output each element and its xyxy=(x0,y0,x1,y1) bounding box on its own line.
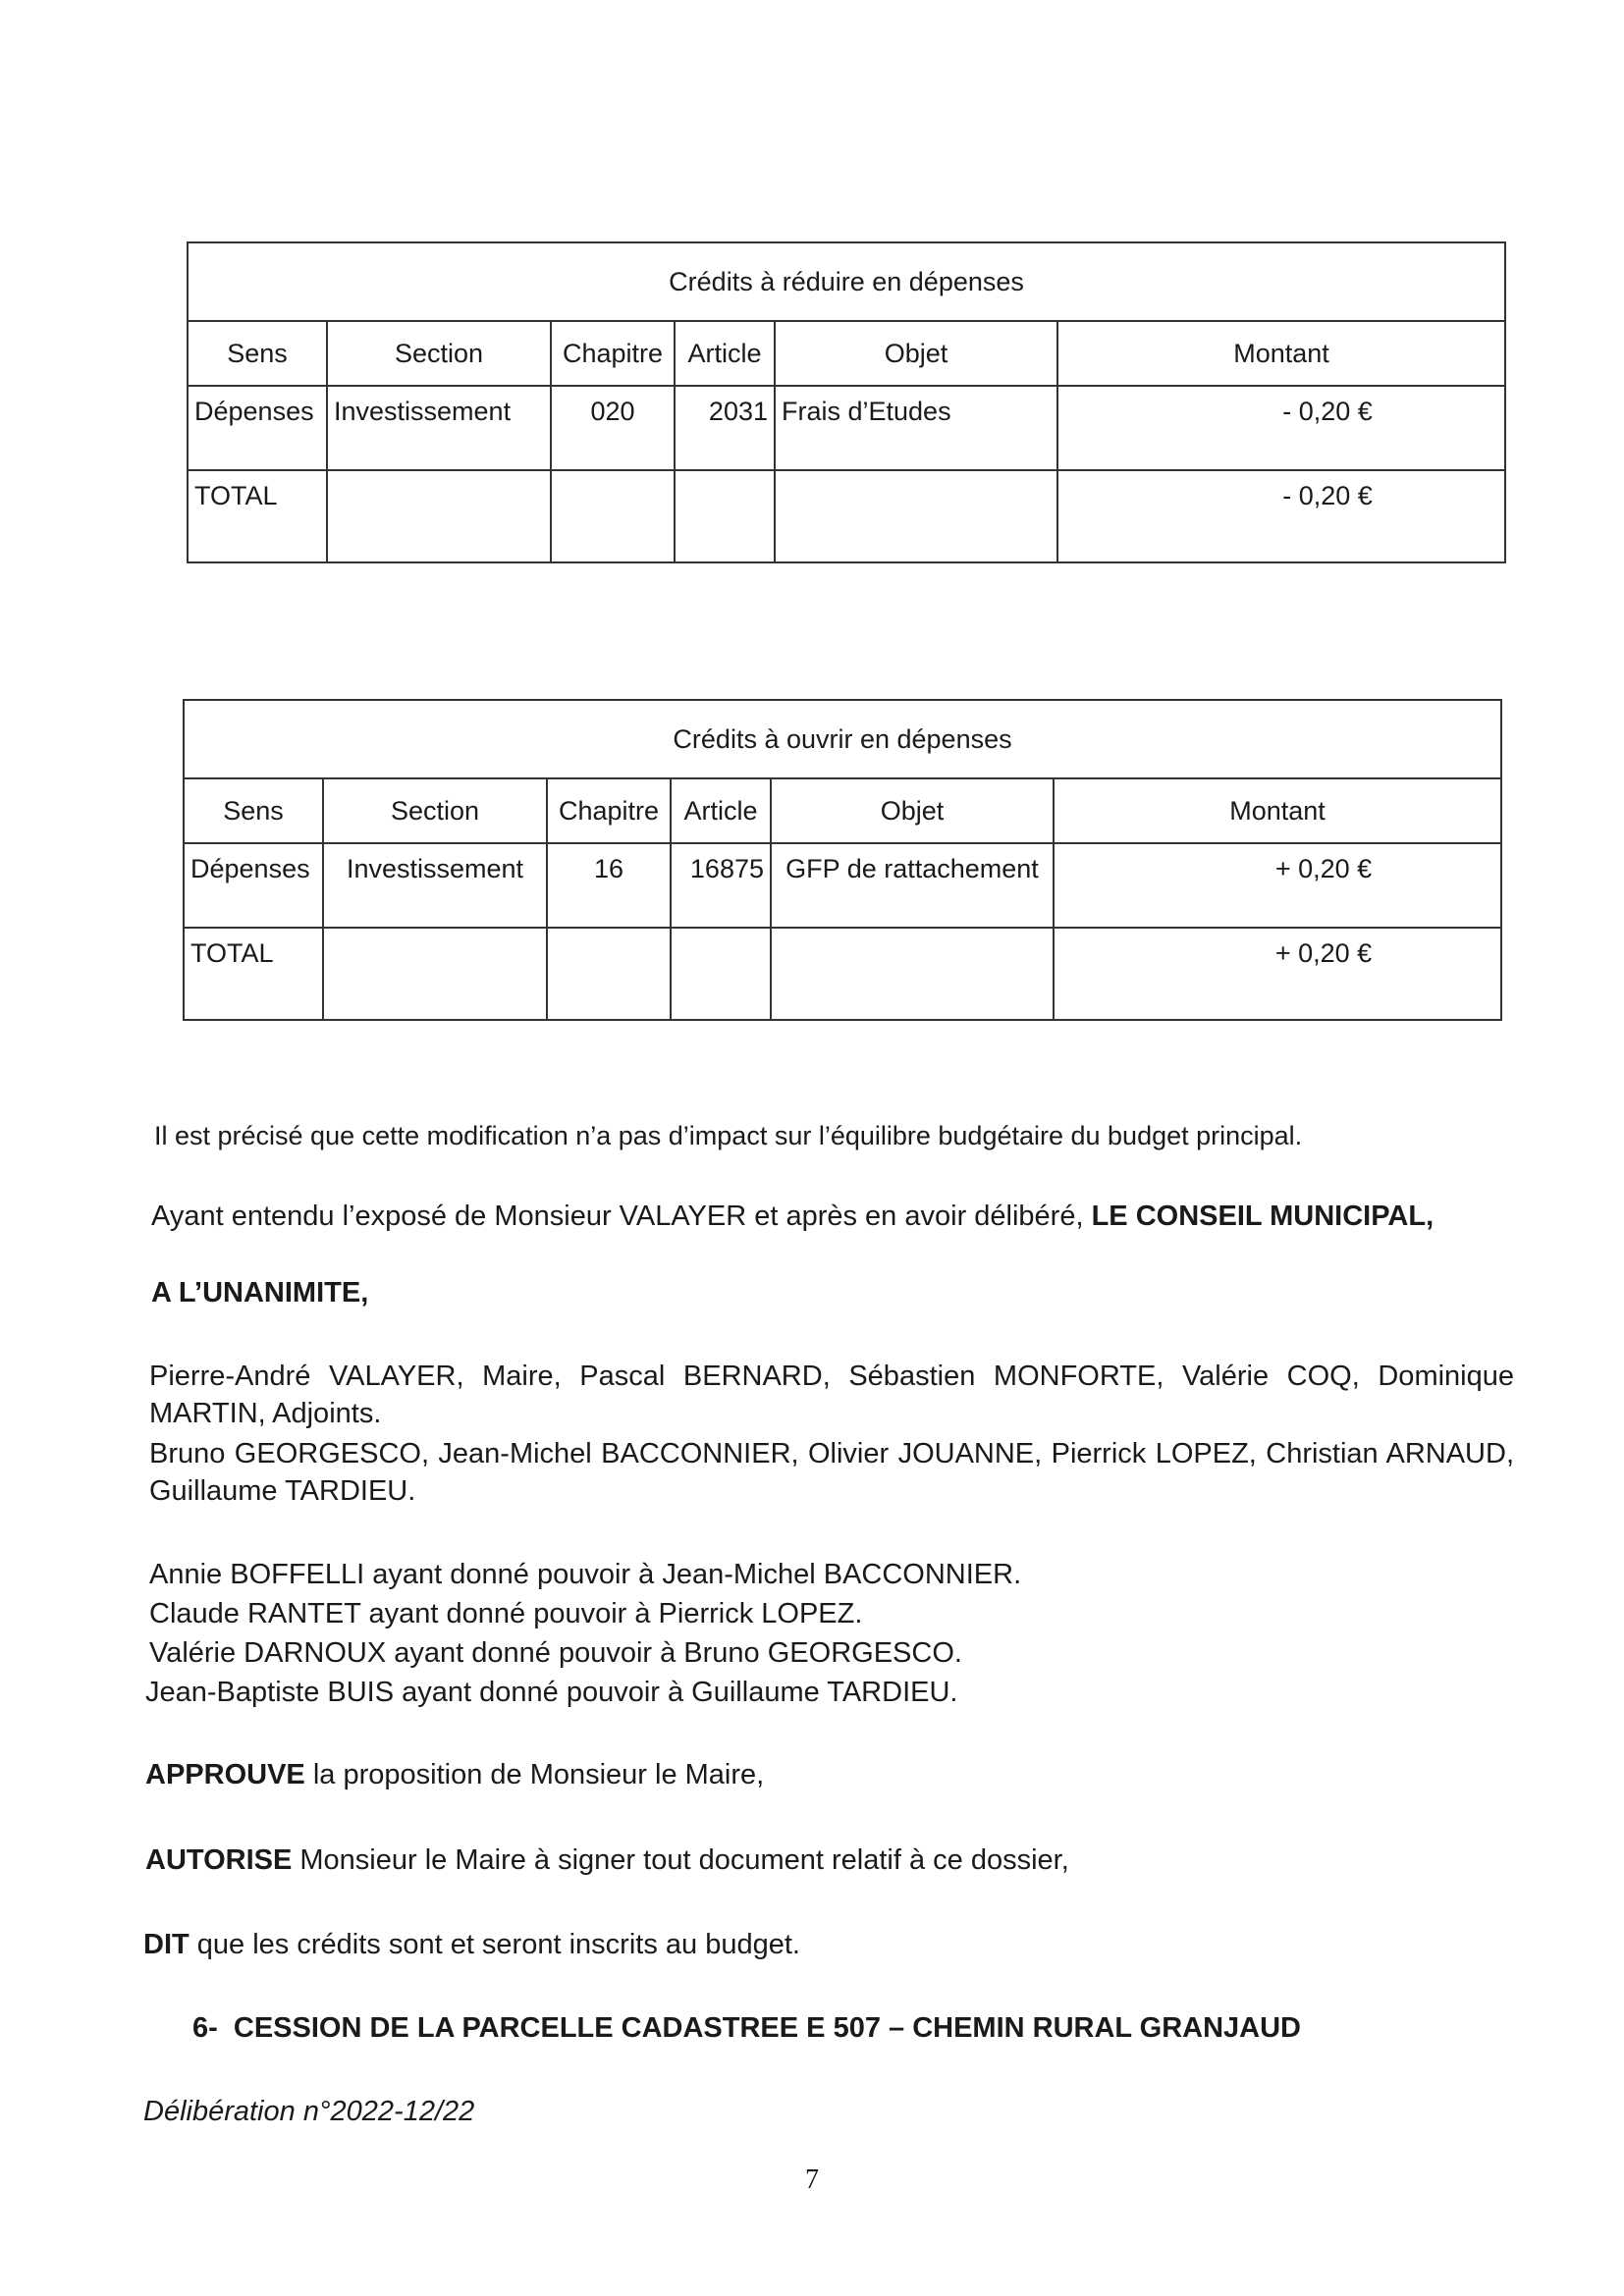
approve-keyword: APPROUVE xyxy=(145,1759,305,1790)
header-sens: Sens xyxy=(184,778,323,843)
table-total-row xyxy=(188,470,1505,562)
header-article: Article xyxy=(671,778,771,843)
table-row xyxy=(184,843,1501,928)
cell-total-amount: - 0,20 € xyxy=(1057,470,1505,562)
header-section: Section xyxy=(327,321,551,386)
cell-total-label: TOTAL xyxy=(184,928,323,1020)
proxy-line: Claude RANTET ayant donné pouvoir à Pierrick LOPEZ. xyxy=(149,1598,863,1629)
header-article: Article xyxy=(675,321,775,386)
header-montant: Montant xyxy=(1054,778,1501,843)
cell-sens: Dépenses xyxy=(184,843,323,928)
cell-empty xyxy=(323,928,547,1020)
table-header-row xyxy=(188,321,1505,386)
cell-article: 2031 xyxy=(675,386,775,470)
cell-chapitre: 16 xyxy=(547,843,671,928)
cell-empty xyxy=(327,470,551,562)
says-text: que les crédits sont et seront inscrits au budget. xyxy=(189,1929,800,1960)
cell-objet: GFP de rattachement xyxy=(771,843,1054,928)
table-caption: Crédits à réduire en dépenses xyxy=(188,242,1505,321)
members-line-1b: MARTIN, Adjoints. xyxy=(149,1398,382,1429)
members-line-1a: Pierre-André VALAYER, Maire, Pascal BERNARD, Sébastien MONFORTE, Valérie COQ, Dominique xyxy=(149,1361,1514,1392)
header-chapitre: Chapitre xyxy=(547,778,671,843)
header-objet: Objet xyxy=(775,321,1057,386)
cell-chapitre: 020 xyxy=(551,386,675,470)
table-total-row xyxy=(184,928,1501,1020)
cell-article: 16875 xyxy=(671,843,771,928)
header-section: Section xyxy=(323,778,547,843)
approve-text: la proposition de Monsieur le Maire, xyxy=(304,1759,765,1790)
cell-total-label: TOTAL xyxy=(188,470,327,562)
table-caption: Crédits à ouvrir en dépenses xyxy=(184,700,1501,778)
credits-to-reduce-table xyxy=(187,241,1506,563)
members-line-2b: Guillaume TARDIEU. xyxy=(149,1475,416,1507)
cell-empty xyxy=(771,928,1054,1020)
cell-empty xyxy=(547,928,671,1020)
authorize-text: Monsieur le Maire à signer tout document relatif à ce dossier, xyxy=(292,1844,1069,1876)
cell-montant: - 0,20 € xyxy=(1057,386,1505,470)
header-sens: Sens xyxy=(188,321,327,386)
header-objet: Objet xyxy=(771,778,1054,843)
approve-paragraph xyxy=(145,1756,764,1793)
credits-to-open-table xyxy=(183,699,1502,1021)
cell-section: Investissement xyxy=(327,386,551,470)
deliberation-number: Délibération n°2022-12/22 xyxy=(143,2096,475,2127)
authorize-keyword: AUTORISE xyxy=(145,1844,293,1876)
cell-empty xyxy=(775,470,1057,562)
cell-empty xyxy=(551,470,675,562)
table-row xyxy=(188,386,1505,470)
header-chapitre: Chapitre xyxy=(551,321,675,386)
budget-note: Il est précisé que cette modification n’a pas d’impact sur l’équilibre budgétaire du budget principal. xyxy=(154,1121,1303,1150)
cell-empty xyxy=(675,470,775,562)
authorize-paragraph xyxy=(145,1842,1069,1879)
says-keyword: DIT xyxy=(143,1929,189,1960)
proxy-line: Jean-Baptiste BUIS ayant donné pouvoir à Guillaume TARDIEU. xyxy=(145,1677,958,1708)
page-number: 7 xyxy=(805,2164,819,2195)
table-header-row xyxy=(184,778,1501,843)
cell-total-amount: + 0,20 € xyxy=(1054,928,1501,1020)
members-line-2a: Bruno GEORGESCO, Jean-Michel BACCONNIER, Olivier JOUANNE, Pierrick LOPEZ, Christian ARNAUD, xyxy=(149,1438,1514,1469)
says-paragraph xyxy=(143,1926,800,1963)
intro-text: Ayant entendu l’exposé de Monsieur VALAYER et après en avoir délibéré, xyxy=(151,1201,1084,1232)
cell-sens: Dépenses xyxy=(188,386,327,470)
unanimity-label: A L’UNANIMITE, xyxy=(151,1277,369,1308)
header-montant: Montant xyxy=(1057,321,1505,386)
council-label: LE CONSEIL MUNICIPAL, xyxy=(1091,1201,1435,1232)
cell-section: Investissement xyxy=(323,843,547,928)
proxy-line: Annie BOFFELLI ayant donné pouvoir à Jean-Michel BACCONNIER. xyxy=(149,1559,1022,1590)
cell-empty xyxy=(671,928,771,1020)
cell-montant: + 0,20 € xyxy=(1054,843,1501,928)
section-heading: 6- CESSION DE LA PARCELLE CADASTREE E 507 – CHEMIN RURAL GRANJAUD xyxy=(192,2012,1302,2044)
proxy-line: Valérie DARNOUX ayant donné pouvoir à Bruno GEORGESCO. xyxy=(149,1637,962,1669)
cell-objet: Frais d’Etudes xyxy=(775,386,1057,470)
intro-paragraph xyxy=(151,1198,1434,1235)
